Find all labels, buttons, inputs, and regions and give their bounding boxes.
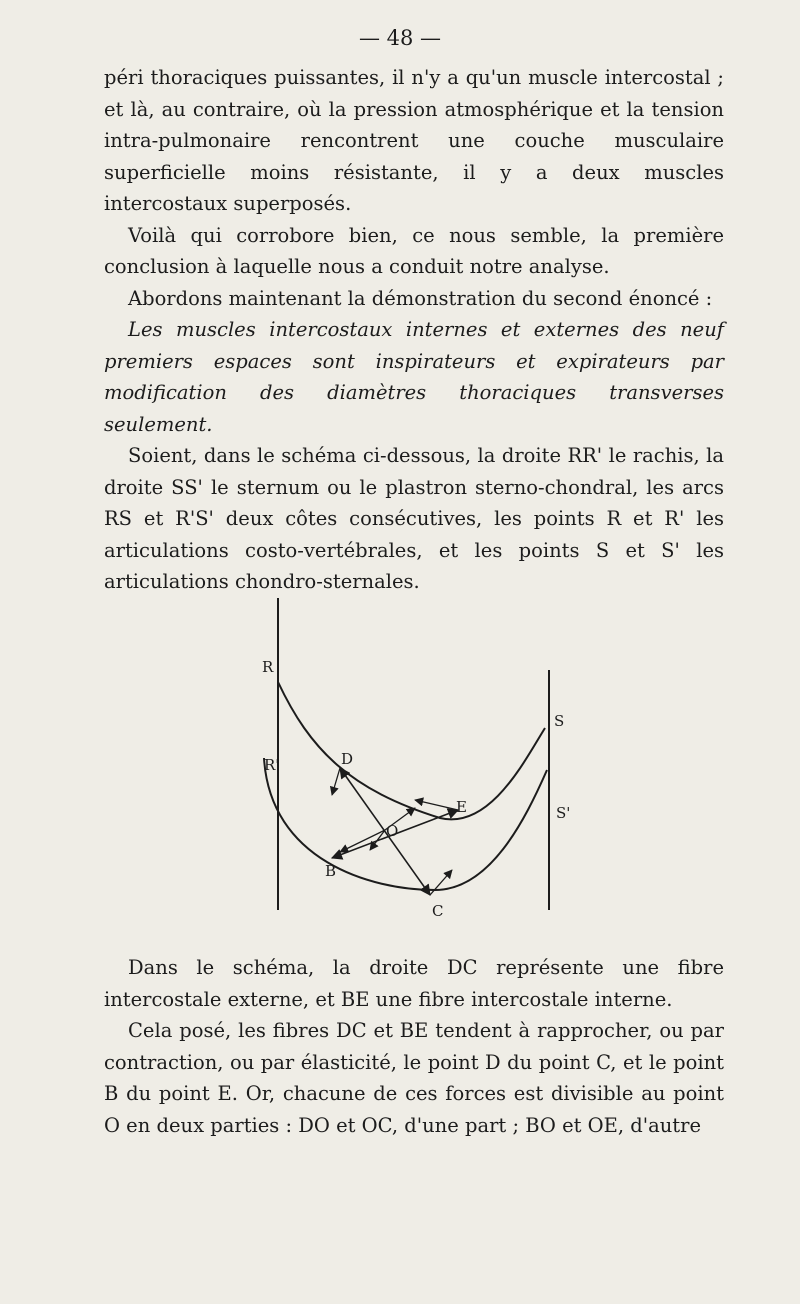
- italic-statement: [104, 314, 724, 440]
- label-d: D: [341, 750, 354, 768]
- rib-upper: [278, 682, 545, 819]
- rib-diagram: [240, 590, 620, 930]
- page-number: — 48 —: [358, 26, 442, 50]
- paragraph: Dans le schéma, la droite DC représente une fibre intercostale externe, et BE une fibre intercostale interne.: [104, 956, 724, 1011]
- component-c-right: [430, 870, 452, 895]
- label-b: B: [325, 862, 337, 880]
- label-s-prime: S': [556, 804, 571, 822]
- component-d-up: [332, 768, 340, 795]
- paragraph: Voilà qui corrobore bien, ce nous semble, la première conclusion à laquelle nous a conduit notre analyse.: [104, 223, 724, 278]
- text-block-bottom: [104, 952, 724, 1141]
- rib-lower: [264, 758, 547, 890]
- label-r: R: [262, 658, 274, 676]
- paragraph: Cela posé, les fibres DC et BE tendent à rapprocher, ou par contraction, ou par élasticité, le point D du point C, et le point B du point E. Or, chacune de ces forces est divisible au point O en deux parties : DO et OC, d'une part ; BO et OE, d'autre: [104, 1019, 724, 1137]
- paragraph: Soient, dans le schéma ci-dessous, la droite RR' le rachis, la droite SS' le sternum ou le plastron sterno-chondral, les arcs RS et R'S' deux côtes consécutives, les points R et R' les articulations costo-vertébrales, et les points S et S' les articulations chondro-sternales.: [104, 444, 724, 593]
- label-c: C: [432, 902, 444, 920]
- italic-text: Les muscles intercostaux internes et externes des neuf premiers espaces sont inspirateurs et expirateurs par modification des diamètres thoraciques transverses seulement.: [104, 318, 724, 436]
- paragraph: Abordons maintenant la démonstration du second énoncé :: [128, 286, 713, 310]
- label-s: S: [554, 712, 565, 730]
- text-block-top: [104, 62, 724, 598]
- label-r-prime: R': [264, 756, 280, 774]
- component-e-left: [415, 800, 458, 810]
- label-o: O: [386, 822, 399, 840]
- label-e: E: [456, 798, 467, 816]
- paragraph: péri thoraciques puissantes, il n'y a qu'un muscle intercostal ; et là, au contraire, où la pression atmosphérique et la tension intra-pulmonaire rencontrent une couche musculaire superficielle moins résistante, il y a deux muscles intercostaux superposés.: [104, 66, 724, 215]
